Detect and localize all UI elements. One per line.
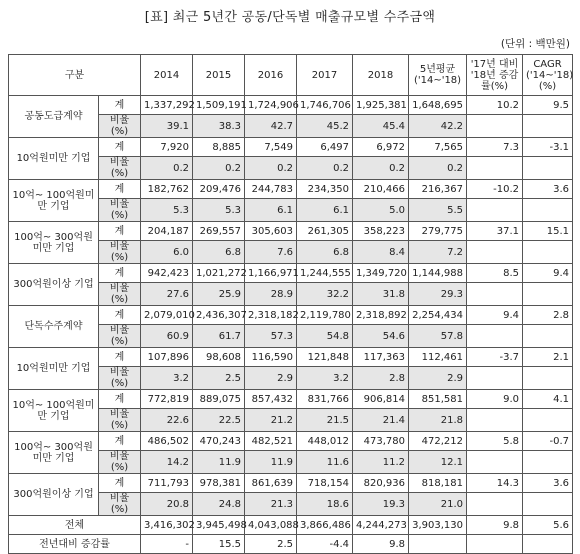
empty-cell: [467, 115, 523, 138]
value-cell: 279,775: [409, 222, 467, 241]
value-cell: 448,012: [297, 432, 353, 451]
row-label-ratio: 비율(%): [99, 493, 141, 516]
header-cagr: CAGR ('14~'18) (%): [523, 55, 573, 96]
value-cell: 1,746,706: [297, 96, 353, 115]
value-cell: 358,223: [353, 222, 409, 241]
value-cell: 5.6: [523, 516, 573, 535]
ratio-cell: 20.8: [141, 493, 193, 516]
ratio-cell: 22.6: [141, 409, 193, 432]
group-label: 100억~ 300억원미만 기업: [9, 432, 99, 474]
value-cell: 861,639: [245, 474, 297, 493]
table-row: [9, 390, 573, 409]
table-row: [9, 348, 573, 367]
value-cell: 3.6: [523, 474, 573, 493]
row-label-ratio: 비율(%): [99, 241, 141, 264]
empty-cell: [523, 283, 573, 306]
value-cell: -3.7: [467, 348, 523, 367]
value-cell: 1,144,988: [409, 264, 467, 283]
value-cell: 2,079,010: [141, 306, 193, 325]
ratio-cell: 54.6: [353, 325, 409, 348]
value-cell: 831,766: [297, 390, 353, 409]
ratio-cell: 5.0: [353, 199, 409, 222]
ratio-cell: 5.5: [409, 199, 467, 222]
value-cell: 5.8: [467, 432, 523, 451]
row-label-ratio: 비율(%): [99, 115, 141, 138]
value-cell: 1,021,272: [193, 264, 245, 283]
value-cell: 7,549: [245, 138, 297, 157]
value-cell: 3,416,302: [141, 516, 193, 535]
ratio-cell: 6.8: [297, 241, 353, 264]
ratio-cell: 11.6: [297, 451, 353, 474]
revenue-table: [8, 54, 573, 554]
empty-cell: [523, 493, 573, 516]
ratio-cell: 21.2: [245, 409, 297, 432]
value-cell: 117,363: [353, 348, 409, 367]
ratio-cell: 27.6: [141, 283, 193, 306]
ratio-cell: 31.8: [353, 283, 409, 306]
ratio-cell: 3.2: [141, 367, 193, 390]
empty-cell: [467, 451, 523, 474]
value-cell: 204,187: [141, 222, 193, 241]
ratio-cell: 3.2: [297, 367, 353, 390]
value-cell: 2,318,892: [353, 306, 409, 325]
header-year: 2015: [193, 55, 245, 96]
value-cell: 2,436,307: [193, 306, 245, 325]
ratio-cell: 5.3: [193, 199, 245, 222]
row-label-total: 계: [99, 264, 141, 283]
ratio-cell: 2.5: [193, 367, 245, 390]
yoy-label: 전년대비 증감률: [9, 535, 141, 554]
value-cell: 482,521: [245, 432, 297, 451]
value-cell: 2,318,182: [245, 306, 297, 325]
value-cell: 470,243: [193, 432, 245, 451]
ratio-cell: 6.8: [193, 241, 245, 264]
value-cell: 4.1: [523, 390, 573, 409]
value-cell: 244,783: [245, 180, 297, 199]
ratio-cell: 57.8: [409, 325, 467, 348]
empty-cell: [467, 493, 523, 516]
row-label-total: 계: [99, 222, 141, 241]
yoy-row: [9, 535, 573, 554]
table-row: [9, 222, 573, 241]
table-row: [9, 432, 573, 451]
value-cell: 820,936: [353, 474, 409, 493]
row-label-ratio: 비율(%): [99, 409, 141, 432]
value-cell: 772,819: [141, 390, 193, 409]
ratio-cell: 57.3: [245, 325, 297, 348]
value-cell: 269,557: [193, 222, 245, 241]
value-cell: -4.4: [297, 535, 353, 554]
value-cell: 472,212: [409, 432, 467, 451]
value-cell: -: [141, 535, 193, 554]
value-cell: 1,724,906: [245, 96, 297, 115]
value-cell: 711,793: [141, 474, 193, 493]
value-cell: 10.2: [467, 96, 523, 115]
value-cell: 209,476: [193, 180, 245, 199]
value-cell: 2.1: [523, 348, 573, 367]
ratio-cell: 21.3: [245, 493, 297, 516]
row-label-ratio: 비율(%): [99, 283, 141, 306]
value-cell: 486,502: [141, 432, 193, 451]
empty-cell: [467, 367, 523, 390]
table-row: [9, 474, 573, 493]
value-cell: 818,181: [409, 474, 467, 493]
ratio-cell: 0.2: [353, 157, 409, 180]
ratio-cell: 21.8: [409, 409, 467, 432]
value-cell: 14.3: [467, 474, 523, 493]
value-cell: 1,349,720: [353, 264, 409, 283]
group-label: 10억원미만 기업: [9, 348, 99, 390]
value-cell: 851,581: [409, 390, 467, 409]
table-title: [표] 최근 5년간 공동/단독별 매출규모별 수주금액: [144, 10, 436, 25]
empty-cell: [523, 409, 573, 432]
value-cell: 942,423: [141, 264, 193, 283]
table-body: [9, 96, 573, 554]
row-label-ratio: 비율(%): [99, 367, 141, 390]
ratio-cell: 12.1: [409, 451, 467, 474]
empty-cell: [523, 325, 573, 348]
header-year: 2017: [297, 55, 353, 96]
ratio-cell: 54.8: [297, 325, 353, 348]
value-cell: [467, 535, 523, 554]
grand-total-label: 전체: [9, 516, 141, 535]
value-cell: 3,903,130: [409, 516, 467, 535]
value-cell: 7.3: [467, 138, 523, 157]
value-cell: 210,466: [353, 180, 409, 199]
value-cell: [523, 535, 573, 554]
value-cell: 906,814: [353, 390, 409, 409]
row-label-total: 계: [99, 138, 141, 157]
value-cell: 121,848: [297, 348, 353, 367]
row-label-ratio: 비율(%): [99, 157, 141, 180]
section-label: 단독수주계약: [9, 306, 99, 348]
ratio-cell: 60.9: [141, 325, 193, 348]
row-label-total: 계: [99, 180, 141, 199]
ratio-cell: 2.9: [409, 367, 467, 390]
ratio-cell: 11.2: [353, 451, 409, 474]
ratio-cell: 38.3: [193, 115, 245, 138]
ratio-cell: 0.2: [245, 157, 297, 180]
ratio-cell: 21.0: [409, 493, 467, 516]
section-label: 공동도급계약: [9, 96, 99, 138]
ratio-cell: 11.9: [193, 451, 245, 474]
header-row: [9, 55, 573, 96]
value-cell: 116,590: [245, 348, 297, 367]
ratio-cell: 0.2: [409, 157, 467, 180]
value-cell: 9.8: [467, 516, 523, 535]
value-cell: 889,075: [193, 390, 245, 409]
header-year: 2014: [141, 55, 193, 96]
value-cell: 2.8: [523, 306, 573, 325]
value-cell: 8.5: [467, 264, 523, 283]
value-cell: 7,565: [409, 138, 467, 157]
value-cell: 857,432: [245, 390, 297, 409]
value-cell: 216,367: [409, 180, 467, 199]
value-cell: 3.6: [523, 180, 573, 199]
table-row: [9, 264, 573, 283]
row-label-total: 계: [99, 474, 141, 493]
value-cell: [409, 535, 467, 554]
group-label: 100억~ 300억원미만 기업: [9, 222, 99, 264]
empty-cell: [523, 367, 573, 390]
empty-cell: [467, 409, 523, 432]
empty-cell: [523, 241, 573, 264]
group-label: 10억~ 100억원미만 기업: [9, 180, 99, 222]
value-cell: 9.0: [467, 390, 523, 409]
value-cell: 3,866,486: [297, 516, 353, 535]
empty-cell: [523, 199, 573, 222]
ratio-cell: 45.2: [297, 115, 353, 138]
empty-cell: [523, 157, 573, 180]
ratio-cell: 5.3: [141, 199, 193, 222]
group-label: 300억원이상 기업: [9, 264, 99, 306]
value-cell: 305,603: [245, 222, 297, 241]
ratio-cell: 21.4: [353, 409, 409, 432]
group-label: 10억원미만 기업: [9, 138, 99, 180]
value-cell: 2,254,434: [409, 306, 467, 325]
header-avg: 5년평균 ('14~'18): [409, 55, 467, 96]
ratio-cell: 61.7: [193, 325, 245, 348]
ratio-cell: 32.2: [297, 283, 353, 306]
ratio-cell: 42.7: [245, 115, 297, 138]
ratio-cell: 14.2: [141, 451, 193, 474]
group-label: 10억~ 100억원미만 기업: [9, 390, 99, 432]
value-cell: 98,608: [193, 348, 245, 367]
ratio-cell: 42.2: [409, 115, 467, 138]
header-year: 2018: [353, 55, 409, 96]
value-cell: 37.1: [467, 222, 523, 241]
grand-total-row: [9, 516, 573, 535]
ratio-cell: 7.2: [409, 241, 467, 264]
ratio-cell: 19.3: [353, 493, 409, 516]
value-cell: 2,119,780: [297, 306, 353, 325]
value-cell: 6,497: [297, 138, 353, 157]
table-row: [9, 96, 573, 115]
row-label-total: 계: [99, 390, 141, 409]
row-label-total: 계: [99, 306, 141, 325]
table-row: [9, 138, 573, 157]
value-cell: 1,166,971: [245, 264, 297, 283]
table-row: [9, 180, 573, 199]
value-cell: 1,509,191: [193, 96, 245, 115]
empty-cell: [467, 241, 523, 264]
ratio-cell: 24.8: [193, 493, 245, 516]
value-cell: 15.5: [193, 535, 245, 554]
value-cell: 6,972: [353, 138, 409, 157]
row-label-total: 계: [99, 432, 141, 451]
value-cell: 9.4: [467, 306, 523, 325]
value-cell: -3.1: [523, 138, 573, 157]
unit-label: (단위 : 백만원): [500, 38, 570, 50]
value-cell: 1,244,555: [297, 264, 353, 283]
ratio-cell: 25.9: [193, 283, 245, 306]
value-cell: 1,337,292: [141, 96, 193, 115]
value-cell: 9.8: [353, 535, 409, 554]
ratio-cell: 28.9: [245, 283, 297, 306]
header-year: 2016: [245, 55, 297, 96]
value-cell: 4,244,273: [353, 516, 409, 535]
ratio-cell: 0.2: [297, 157, 353, 180]
value-cell: -0.7: [523, 432, 573, 451]
value-cell: 2.5: [245, 535, 297, 554]
value-cell: 1,648,695: [409, 96, 467, 115]
value-cell: 234,350: [297, 180, 353, 199]
row-label-total: 계: [99, 96, 141, 115]
ratio-cell: 0.2: [193, 157, 245, 180]
value-cell: 15.1: [523, 222, 573, 241]
value-cell: 261,305: [297, 222, 353, 241]
header-growth: '17년 대비 '18년 증감률(%): [467, 55, 523, 96]
ratio-cell: 29.3: [409, 283, 467, 306]
value-cell: 473,780: [353, 432, 409, 451]
ratio-cell: 39.1: [141, 115, 193, 138]
empty-cell: [467, 325, 523, 348]
value-cell: 4,043,088: [245, 516, 297, 535]
row-label-ratio: 비율(%): [99, 325, 141, 348]
value-cell: 978,381: [193, 474, 245, 493]
value-cell: -10.2: [467, 180, 523, 199]
ratio-cell: 11.9: [245, 451, 297, 474]
empty-cell: [467, 199, 523, 222]
ratio-cell: 2.9: [245, 367, 297, 390]
ratio-cell: 45.4: [353, 115, 409, 138]
empty-cell: [523, 451, 573, 474]
ratio-cell: 18.6: [297, 493, 353, 516]
ratio-cell: 6.1: [245, 199, 297, 222]
value-cell: 7,920: [141, 138, 193, 157]
ratio-cell: 8.4: [353, 241, 409, 264]
value-cell: 9.5: [523, 96, 573, 115]
empty-cell: [467, 283, 523, 306]
value-cell: 718,154: [297, 474, 353, 493]
empty-cell: [467, 157, 523, 180]
value-cell: 1,925,381: [353, 96, 409, 115]
ratio-cell: 6.0: [141, 241, 193, 264]
ratio-cell: 6.1: [297, 199, 353, 222]
value-cell: 112,461: [409, 348, 467, 367]
empty-cell: [523, 115, 573, 138]
ratio-cell: 7.6: [245, 241, 297, 264]
ratio-cell: 0.2: [141, 157, 193, 180]
value-cell: 182,762: [141, 180, 193, 199]
row-label-total: 계: [99, 348, 141, 367]
value-cell: 9.4: [523, 264, 573, 283]
table-row: [9, 306, 573, 325]
ratio-cell: 2.8: [353, 367, 409, 390]
ratio-cell: 21.5: [297, 409, 353, 432]
row-label-ratio: 비율(%): [99, 199, 141, 222]
group-label: 300억원이상 기업: [9, 474, 99, 516]
row-label-ratio: 비율(%): [99, 451, 141, 474]
value-cell: 107,896: [141, 348, 193, 367]
value-cell: 8,885: [193, 138, 245, 157]
header-category: 구분: [9, 55, 141, 96]
ratio-cell: 22.5: [193, 409, 245, 432]
value-cell: 3,945,498: [193, 516, 245, 535]
